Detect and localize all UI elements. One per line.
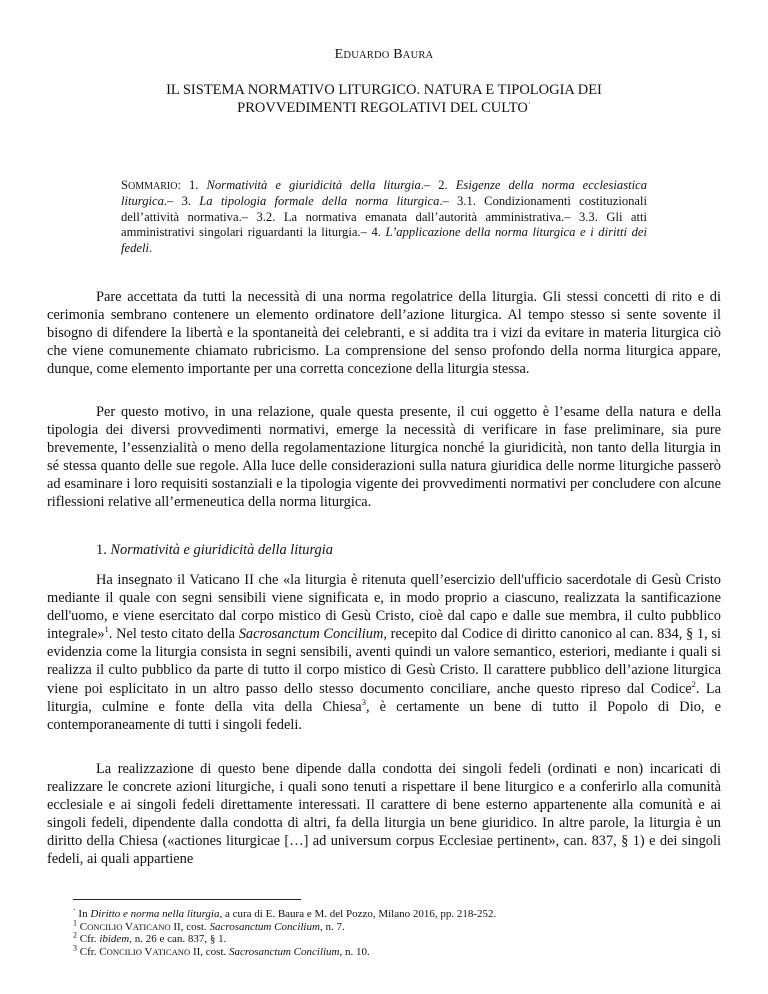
footnote-0: · In Diritto e norma nella liturgia, a cura di E. Baura e M. del Pozzo, Milano 2016, pp. 218-252. bbox=[73, 905, 497, 920]
footnotes bbox=[73, 905, 673, 958]
footnote-3: $^3$ Cfr. CONCILIO VATICANO II, cost. Sacrosanctum Concilium, n. 10. bbox=[73, 942, 370, 958]
footnote-ref-2[interactable]: 2 bbox=[691, 678, 696, 689]
paragraph-3: Ha insegnato il Vaticano II che «la liturgia è ritenuta quell’esercizio dell'ufficio sacerdotale di Gesù Cristo mediante il quale con segni sensibili viene significata e, in modo proprio a ciascuno, realizzata la santificazione dell'uomo, e viene esercitato dal corpo mistico di Gesù Cristo, cioè dal capo e dalle sue membra, il culto pubblico integrale»$^1$. Nel testo citato della Sacrosanctum Concilium, recepito dal Codice di diritto canonico al can. 834, § 1, si evidenzia come la liturgia consista in segni sensibili, aventi quindi un valore semantico, esteriori, mediante i quali si realizza il culto pubblico da parte di tutto il corpo mistico di Gesù Cristo. Il carattere pubblico dell’azione liturgica viene poi esplicitato in un altro passo dello stesso documento conciliare, anche questo ripreso dal Codice$^2$. La liturgia, culmine e fonte della vita della Chiesa$^3$, è certamente un bene di tutto il Popolo di Dio, e contemporaneamente di tutti i singoli fedeli. bbox=[47, 572, 721, 733]
title-line-1: IL SISTEMA NORMATIVO LITURGICO. NATURA E TIPOLOGIA DEI bbox=[166, 82, 602, 98]
summary-block: SOMMARIO: 1. Normatività e giuridicità della liturgia.– 2. Esigenze della norma ecclesiastica liturgica.– 3. La tipologia formale della norma liturgica.– 3.1. Condizionamenti costituzionali dell’attività normativa.– 3.2. La normativa emanata dall’autorità amministrativa.– 3.3. Gli atti amministrativi singolari riguardanti la liturgia.– 4. L’applicazione della norma liturgica e i diritti dei fedeli. bbox=[121, 178, 648, 255]
author-name: EDUARDO BAURA bbox=[334, 47, 434, 62]
footnote-ref-3[interactable]: 3 bbox=[361, 696, 366, 707]
paper-title bbox=[47, 81, 721, 117]
section-heading: 1. Normatività e giuridicità della liturgia bbox=[96, 542, 333, 558]
title-line-2: PROVVEDIMENTI REGOLATIVI DEL CULTO· bbox=[237, 98, 531, 116]
paragraph-2: Per questo motivo, in una relazione, quale questa presente, il cui oggetto è l’esame della natura e della tipologia dei diversi provvedimenti normativi, emerge la necessità di verificare in fase preliminare, sia pure brevemente, l’essenzialità o meno della regolamentazione liturgica nonché la giuridicità, non tanto della liturgia in sé stessa quanto delle sue regole. Alla luce delle considerazioni sulla natura giuridica delle norme liturgiche passerò ad esaminare i loro requisiti sostanziali e la tipologia vigente dei provvedimenti normativi per concludere con alcune riflessioni relative all’ermeneutica della norma liturgica. bbox=[47, 404, 721, 511]
footnote-divider bbox=[73, 899, 301, 900]
footnote-ref-1[interactable]: 1 bbox=[104, 624, 109, 635]
footnote-1: $^1$ CONCILIO VATICANO II, cost. Sacrosanctum Concilium, n. 7. bbox=[73, 917, 345, 933]
paragraph-1: Pare accettata da tutti la necessità di una norma regolatrice della liturgia. Gli stessi concetti di rito e di cerimonia sembrano contenere un elemento ordinatore dell’azione liturgica. Al tempo stesso si sente sovente il bisogno di difendere la libertà e la spontaneità dei celebranti, e si addita tra i vizi da evitare in materia liturgica ciò che viene comunemente chiamato rubricismo. La comprensione del senso profondo della norma liturgica appare, dunque, come elemento importante per una corretta concezione della liturgia stessa. bbox=[47, 289, 721, 378]
paragraph-4: La realizzazione di questo bene dipende dalla condotta dei singoli fedeli (ordinati e non) incaricati di realizzare le concrete azioni liturgiche, i quali sono tenuti a rispettare il bene liturgico e a conferirlo alla comunità ecclesiale e ai singoli fedeli direttamente interessati. Il carattere di bene esterno appartenente alla comunità e ai singoli fedeli, dipendente dalla condotta di altri, fa della liturgia un bene giuridico. In altre parole, la liturgia è un diritto della Chiesa («actiones liturgicae […] ad universum corpus Ecclesiae pertinent», can. 837, § 1) e dei singoli fedeli, ai quali appartiene bbox=[47, 761, 721, 868]
title-footnote-mark: · bbox=[527, 98, 531, 109]
footnote-2: $^2$ Cfr. ibidem, n. 26 e can. 837, § 1. bbox=[73, 930, 227, 945]
